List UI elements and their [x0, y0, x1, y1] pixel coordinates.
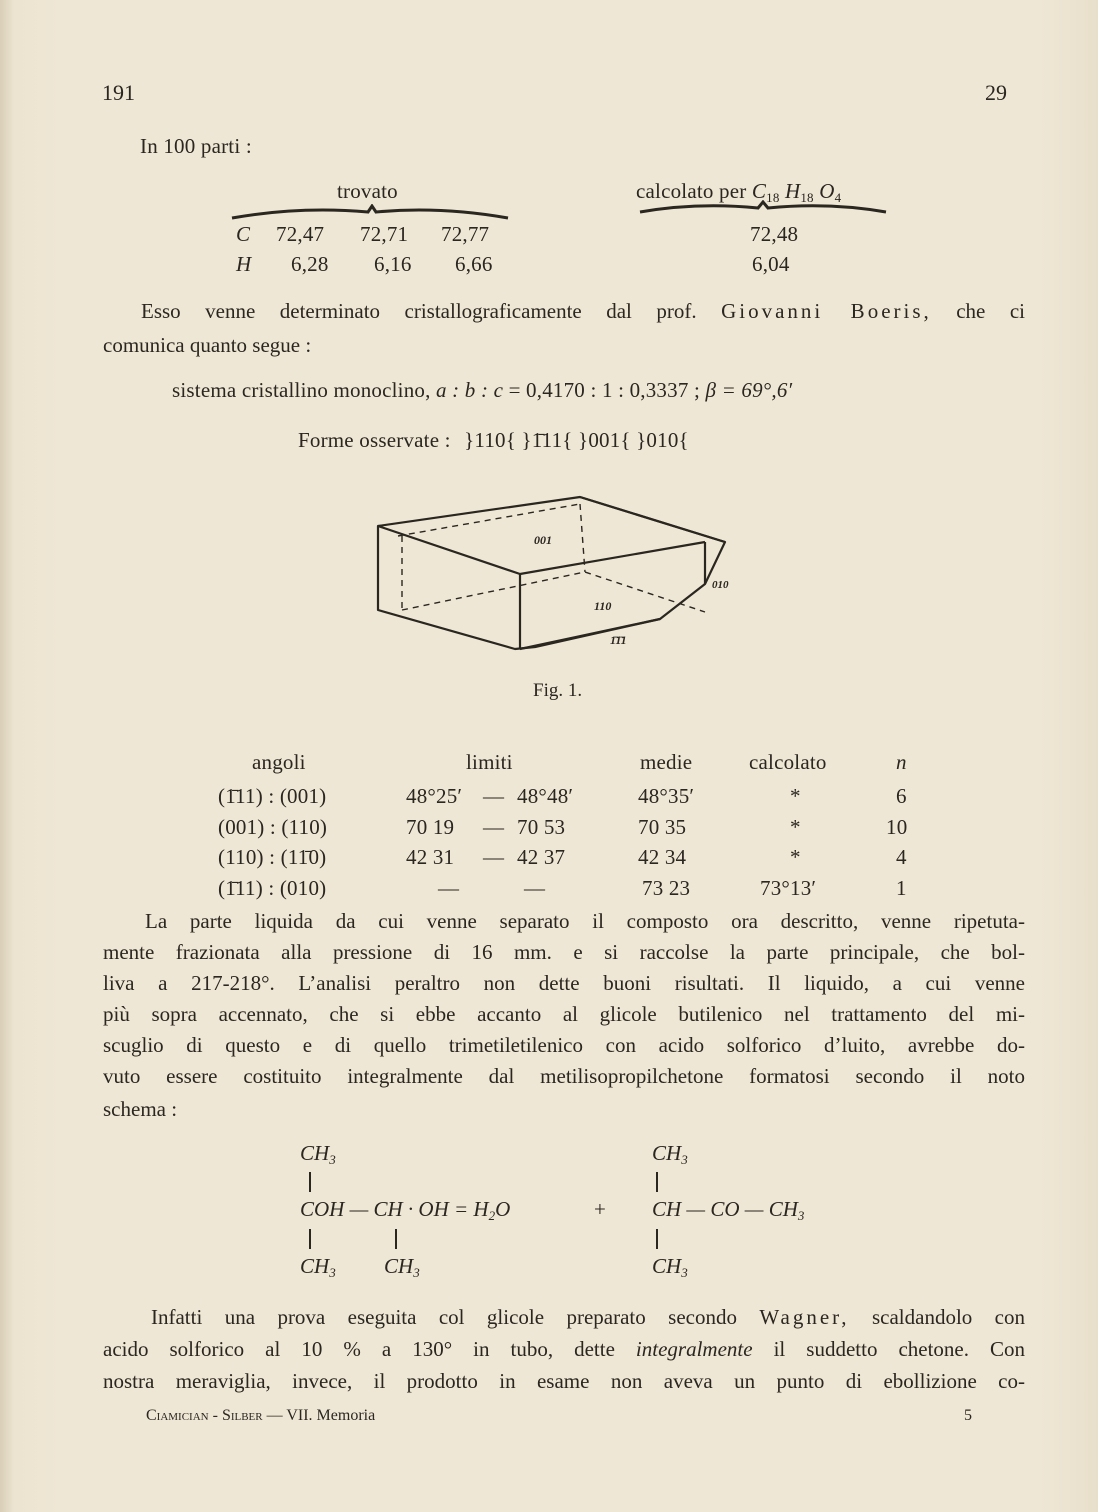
para2-line4: più sopra accennato, che si ebbe accanto al glicole butilenico nel trattamento del mi-: [103, 1002, 1025, 1026]
running-footer: Ciamician - Silber — VII. Memoria: [146, 1407, 376, 1424]
scheme-left-side: COH — CH · OH = $H_2O$: [300, 1197, 511, 1223]
para2-line7: schema :: [103, 1097, 178, 1121]
ch3-top-right: $CH_3$: [652, 1141, 688, 1167]
para2-line2: mente frazionata alla pressione di 16 mm. e si raccolse la parte principale, che bol-: [103, 940, 1025, 964]
para3-line2: acido solforico al 10 % a 130° in tubo, dette integralmente il suddetto chetone. Con: [103, 1337, 1026, 1361]
para1-line1: Esso venne determinato cristallograficamente dal prof. Giovanni Boeris, che ci: [141, 299, 1025, 323]
col-limiti: limiti: [466, 750, 513, 774]
ch3-bottom-right: $CH_3$: [652, 1254, 688, 1280]
right-page-number: 29: [985, 80, 1007, 105]
calc-brace: [638, 200, 888, 220]
para2-line6: vuto essere costituito integralmente dal metilisopropilchetone formatosi secondo il noto: [103, 1064, 1025, 1088]
scheme-right-side: CH — CO — $CH_3$: [652, 1197, 805, 1223]
row-c-element: C: [236, 222, 251, 246]
face-010-label: 010: [712, 579, 729, 591]
bond-bottom-right: [656, 1229, 658, 1249]
crystal-system: sistema cristallino monoclino, a : b : c = 0,4170 : 1 : 0,3337 ; β = 69°,6′: [172, 378, 793, 402]
ch3-top-left: $CH_3$: [300, 1141, 336, 1167]
intro-text: In 100 parti :: [140, 134, 252, 158]
row-h-v1: 6,28: [291, 252, 329, 276]
col-calcolato: calcolato: [749, 750, 827, 774]
face-110-label: 110: [594, 599, 612, 613]
figure-caption: Fig. 1.: [533, 680, 583, 701]
calc-label: calcolato per $C_{18}$ $H_{18}$ $O_4$: [636, 179, 842, 205]
col-n: n: [896, 750, 907, 774]
bond-top-right: [656, 1172, 658, 1192]
row-c-v3: 72,77: [441, 222, 490, 246]
para3-line1: Infatti una prova eseguita col glicole preparato secondo Wagner, scaldandolo con: [151, 1305, 1025, 1329]
row-c-calc: 72,48: [750, 222, 799, 246]
col-angoli: angoli: [252, 750, 306, 774]
bond-bottom-left: [309, 1229, 311, 1249]
para2-line1: La parte liquida da cui venne separato il composto ora descritto, venne ripetuta-: [145, 909, 1025, 933]
crystal-figure: [370, 492, 750, 662]
left-page-number: 191: [102, 80, 135, 105]
para1-line2: comunica quanto segue :: [103, 333, 312, 357]
row-h-v3: 6,66: [455, 252, 493, 276]
found-brace: [230, 204, 510, 224]
col-medie: medie: [640, 750, 693, 774]
bond-top-left: [309, 1172, 311, 1192]
ch3-bottom-left: $CH_3$: [300, 1254, 336, 1280]
observed-forms: Forme osservate : }110{ }1̄11{ }001{ }010{: [298, 428, 689, 452]
sheet-number: 5: [964, 1407, 972, 1424]
para3-line3: nostra meraviglia, invece, il prodotto in esame non aveva un punto di ebollizione co-: [103, 1369, 1025, 1393]
row-c-v1: 72,47: [276, 222, 325, 246]
para2-line3: liva a 217-218°. L’analisi peraltro non dette buoni risultati. Il liquido, a cui venne: [103, 971, 1025, 995]
row-h-calc: 6,04: [752, 252, 790, 276]
ch3-bottom-mid: $CH_3$: [384, 1254, 420, 1280]
scheme-plus: +: [594, 1197, 606, 1221]
face-111-label: 1̄1̄1: [610, 633, 627, 647]
bond-bottom-mid: [395, 1229, 397, 1249]
page: 191 29 In 100 parti : trovato calcolato per $C_{18}$ $H_{18}$ $O_4$ C 72,47 72,71 72,77 72,48 H 6,28 6,16 6,66 6,04 Esso venne determinato cristallograficamente dal prof. Giovanni Boeris, che ci comunica quanto segue : sistema cristallino monoclino, a : b : c = 0,4170 : 1 : 0,3337 ; β = 69°,6′ Forme osservate : }110{ }1̄11{ }001{ }010{ 001 010 110 1̄1̄1 Fig. 1. angoli limiti medie calcolato n (1̄11) : (001) 48°25′ — 48°48′ 48°35′ * 6 (001) : (110) 70 19 — 70 53 70 35 * 10 (110) : (11̄0) 42 31 — 42 37 42 34 * 4 (1̄11) : (010) — — 73 23 73°13′ 1 La parte liquida da cui venne separato il composto ora descritto, venne ripetuta- mente frazionata alla pressione di 16 mm. e si raccolse la parte principale, che bol- liva a 217-218°. L’analisi peraltro non dette buoni risultati. Il liquido, a cui venne più sopra accennato, che si ebbe accanto al glicole butilenico nel trattamento del mi- scuglio di questo e di quello trimetiletilenico con acido solforico d’luito, avrebbe do- vuto essere costituito integralmente dal metilisopropilchetone formatosi secondo il noto schema : $CH_3$ $CH_3$ COH — CH · OH = $H_2O$ + CH — CO — $CH_3$ $CH_3$ $CH_3$ $CH_3$ Infatti una prova eseguita col glicole preparato secondo Wagner, scaldandolo con acido solforico al 10 % a 130° in tubo, dette integralmente il suddetto chetone. Con nostra meraviglia, invece, il prodotto in esame non aveva un punto di ebollizione co- Ciamician - Silber — VII. Memoria 5: [0, 0, 1098, 1512]
face-001-label: 001: [534, 533, 552, 547]
para2-line5: scuglio di questo e di quello trimetiletilenico con acido solforico d’luito, avrebbe do-: [103, 1033, 1025, 1057]
row-c-v2: 72,71: [360, 222, 409, 246]
row-h-element: H: [236, 252, 252, 276]
row-h-v2: 6,16: [374, 252, 412, 276]
found-label: trovato: [337, 179, 398, 203]
